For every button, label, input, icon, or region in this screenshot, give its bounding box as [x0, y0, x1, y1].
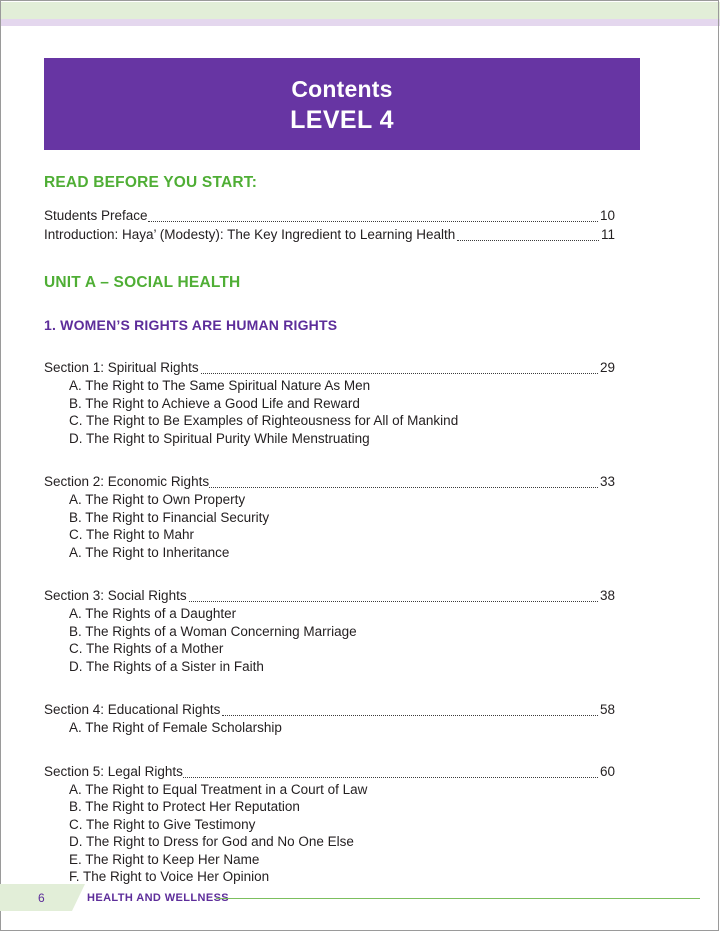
toc-section-page: 29 [599, 360, 615, 375]
toc-entry-page: 10 [599, 208, 615, 223]
chapter-heading: 1. WOMEN’S RIGHTS ARE HUMAN RIGHTS [44, 317, 338, 333]
toc-block [44, 586, 640, 675]
toc-section-label: Section 4: Educational Rights [44, 702, 221, 717]
footer-green-rule [216, 898, 700, 899]
toc-dot-leader [209, 486, 598, 488]
toc-sub-item: D. The Rights of a Sister in Faith [69, 658, 264, 674]
toc-sub-item: D. The Right to Dress for God and No One Else [69, 834, 354, 849]
toc-section-line[interactable] [44, 358, 615, 377]
toc-entry-label: Introduction: Haya’ (Modesty): The Key Ingredient to Learning Health [44, 227, 456, 242]
toc-sub-item: D. The Right to Spiritual Purity While Menstruating [69, 430, 370, 446]
toc-section-label: Section 1: Spiritual Rights [44, 360, 199, 375]
toc-sub-item: A. The Rights of a Daughter [69, 606, 237, 621]
toc-entry-label: Students Preface [44, 208, 148, 223]
read-before-entry-list [44, 206, 640, 244]
toc-entry[interactable] [44, 206, 615, 225]
toc-section-line[interactable] [44, 586, 615, 605]
toc-section-page: 38 [599, 588, 615, 603]
toc-section-page: 60 [599, 763, 615, 779]
top-green-decorative-band [0, 2, 720, 19]
toc-sub-item: A. The Right to The Same Spiritual Nature As Men [69, 378, 371, 393]
toc-dot-leader [189, 600, 598, 602]
banner-subtitle: LEVEL 4 [290, 106, 394, 135]
toc-sub-item: A. The Right of Female Scholarship [69, 720, 282, 735]
toc-dot-leader [222, 714, 598, 716]
footer-book-title: HEALTH AND WELLNESS [87, 892, 230, 904]
banner-title: Contents [291, 76, 393, 103]
toc-section-label: Section 3: Social Rights [44, 588, 187, 603]
toc-entry-page: 11 [600, 227, 615, 242]
toc-block [44, 700, 640, 737]
toc-section-label: Section 5: Legal Rights [44, 763, 183, 779]
toc-section-line[interactable] [44, 472, 615, 491]
unit-heading: UNIT A – SOCIAL HEALTH [44, 274, 241, 291]
toc-entry[interactable] [44, 225, 615, 244]
toc-block [44, 762, 640, 886]
footer-page-number: 6 [38, 891, 45, 905]
toc-block [44, 472, 640, 561]
toc-sub-item: C. The Right to Give Testimony [69, 816, 256, 832]
toc-sub-item: E. The Right to Keep Her Name [69, 851, 260, 867]
contents-title-banner [44, 58, 640, 150]
toc-block [44, 358, 640, 447]
toc-sub-item: F. The Right to Voice Her Opinion [69, 869, 270, 884]
toc-dot-leader [148, 220, 598, 222]
toc-sub-item: A. The Right to Inheritance [69, 544, 230, 560]
toc-sub-item: C. The Right to Be Examples of Righteousness for All of Mankind [69, 413, 459, 428]
toc-section-page: 33 [599, 474, 615, 489]
toc-sub-item: A. The Right to Own Property [69, 492, 246, 507]
page-footer [0, 872, 720, 932]
toc-section-line[interactable] [44, 762, 615, 781]
toc-section-line[interactable] [44, 700, 615, 719]
toc-sub-item: B. The Right to Protect Her Reputation [69, 799, 300, 814]
toc-section-page: 58 [599, 702, 615, 717]
toc-sub-item: B. The Right to Achieve a Good Life and Reward [69, 395, 360, 411]
toc-sub-item: C. The Rights of a Mother [69, 641, 224, 656]
toc-dot-leader [183, 776, 598, 778]
top-lavender-decorative-band [0, 19, 720, 26]
page-content [44, 58, 640, 886]
toc-sub-item: B. The Rights of a Woman Concerning Marriage [69, 623, 357, 639]
toc-sub-item: C. The Right to Mahr [69, 527, 195, 542]
toc-sub-item: A. The Right to Equal Treatment in a Court of Law [69, 781, 368, 797]
toc-sub-item: B. The Right to Financial Security [69, 509, 270, 525]
toc-dot-leader [201, 372, 598, 374]
read-before-heading: READ BEFORE YOU START: [44, 174, 258, 191]
toc-section-label: Section 2: Economic Rights [44, 474, 210, 489]
toc-dot-leader [457, 239, 599, 241]
